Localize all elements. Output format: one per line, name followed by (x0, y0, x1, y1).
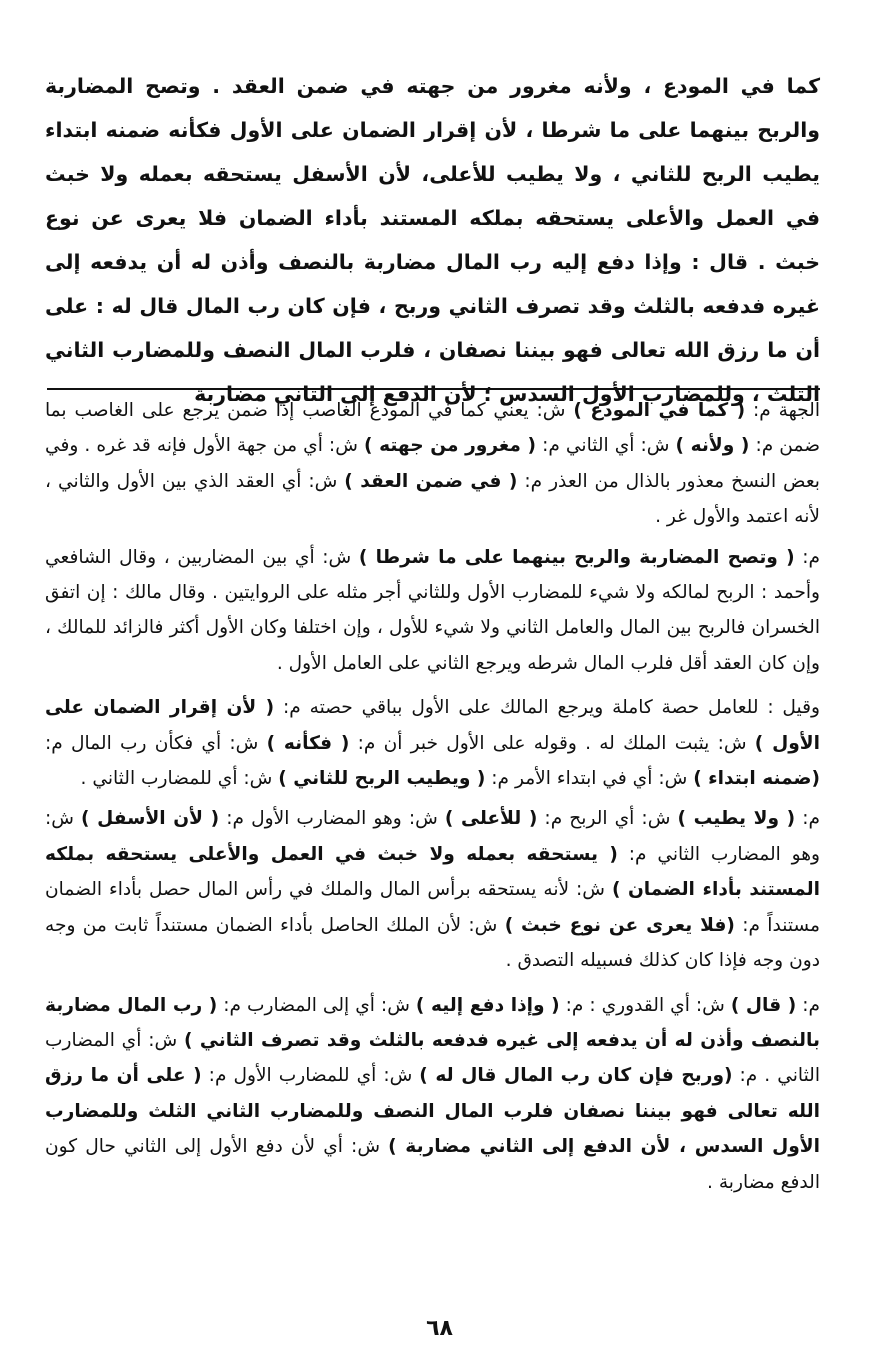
commentary-text: ش: لأن الملك الحاصل بأداء الضمان مستنداً ثابت من وجه دون وجه فإذا كان كذلك فسبيله التصدق . (45, 914, 820, 972)
matn-quote: ( ولأنه ) (675, 435, 750, 457)
commentary-paragraph (45, 988, 820, 1200)
commentary-text: ش: أي بين المضاربين ، وقال الشافعي وأحمد : الربح لمالكه ولا شيء للمضارب الأول وللثاني أجر مثله على الروايتين . وقال مالك : إن اتفق الخسران فالربح بين المال والعامل الثاني ولا شيء للأول ، وإن اختلفا وكان الأول أكثر فالزائد للمالك ، وإن كان العقد أقل فلرب المال شرطه ويرجع الثاني على العامل الأول . (45, 546, 820, 674)
commentary-text: وقيل : للعامل حصة كاملة ويرجع المالك على الأول بباقي حصته م: (274, 697, 820, 719)
commentary-text: ش: أي للمضارب الثاني . (80, 768, 279, 790)
commentary-text: م: (796, 994, 820, 1016)
matn-quote: ( ويطيب الربح للثاني ) (278, 768, 486, 790)
commentary-text: ش: يثبت الملك له . وقوله على الأول خبر أن م: (349, 732, 755, 754)
matn-quote: ( للأعلى ) (444, 808, 538, 830)
matn-quote: ( على أن ما رزق الله تعالى فهو بيننا نصفان فلرب المال النصف وللمضارب الثاني الثلث وللمضارب الأول السدس ، لأن الدفع إلى الثاني مضاربة ) (45, 1065, 820, 1158)
commentary-paragraph (45, 690, 820, 796)
commentary-text: ش: أي العقد الذي بين الأول والثاني ، لأنه اعتمد والأول غر . (45, 470, 820, 528)
separator-line (47, 388, 820, 390)
commentary-text: ش: أي إلى المضارب م: (217, 994, 416, 1016)
commentary-text: ش: أي فكأن رب المال م: (45, 732, 267, 754)
commentary-text: ش: أي للمضارب الأول م: (201, 1065, 420, 1087)
main-paragraph: كما في المودع ، ولأنه مغرور من جهته في ضمن العقد . وتصح المضاربة والربح بينهما على ما شرطا ، لأن إقرار الضمان على الأول فكأنه ضمنه ابتداء يطيب الربح للثاني ، ولا يطيب للأعلى، لأن الأسفل يستحقه بعمله ولا خبث في العمل والأعلى يستحقه بملكه المستند بأداء الضمان فلا يعرى عن نوع خبث . قال : وإذا دفع إليه رب المال مضاربة بالنصف وأذن له أن يدفعه إلى غيره فدفعه بالثلث وقد تصرف الثاني وربح ، فإن كان رب المال قال له : على أن ما رزق الله تعالى فهو بيننا نصفان ، فلرب المال النصف وللمضارب الثاني الثلث ، وللمضارب الأول السدس ؛ لأن الدفع إلى الثاني مضاربة (45, 74, 820, 406)
commentary-text: ش: أي لأن دفع الأول إلى الثاني حال كون الدفع مضاربة . (45, 1136, 820, 1193)
matn-quote: ( فكأنه ) (266, 732, 350, 754)
commentary-text: ش: أي في ابتداء الأمر م: (485, 768, 694, 790)
matn-quote: ( كما في المودع ) (573, 400, 746, 421)
matn-quote: ( في ضمن العقد ) (344, 470, 518, 492)
matn-quote: ( لأن إقرار الضمان على الأول ) (45, 697, 820, 754)
page-number: ٦٨ (426, 1316, 453, 1341)
matn-quote: ( لأن الأسفل ) (81, 808, 220, 830)
matn-quote: ( وإذا دفع إليه ) (415, 994, 560, 1016)
matn-quote: ( ولا يطيب ) (677, 808, 796, 830)
commentary-text: ش: أي من جهة الأول فإنه قد غره . وفي بعض النسخ معذور بالذال من العذر م: (45, 435, 820, 492)
commentary-text: ش: وهو المضارب الأول م: (219, 808, 445, 830)
commentary-paragraph (45, 393, 820, 535)
matn-quote: (فلا يعرى عن نوع خبث ) (504, 914, 735, 936)
matn-quote: (وربح فإن كان رب المال قال له ) (419, 1065, 733, 1087)
commentary-text: الجهة م: (745, 400, 820, 421)
matn-quote: ( رب المال مضاربة بالنصف وأذن له أن يدفعه إلى غيره فدفعه بالثلث وقد تصرف الثاني ) (45, 994, 820, 1051)
commentary-block (45, 393, 820, 1209)
main-text-block (45, 64, 820, 416)
commentary-paragraph (45, 540, 820, 682)
matn-quote: ( وتصح المضاربة والربح بينهما على ما شرطا ) (358, 546, 795, 568)
commentary-text: ش: أي الربح م: (537, 808, 678, 830)
commentary-paragraph (45, 801, 820, 978)
commentary-text: ش: أي المضارب الثاني . م: (45, 1029, 821, 1087)
commentary-text: م: (795, 808, 821, 830)
commentary-text: ش: لأنه يستحقه برأس المال والملك في رأس المال حصل بأداء الضمان مستنداً م: (45, 879, 820, 936)
commentary-text: م: (794, 546, 820, 568)
matn-quote: ( مغرور من جهته ) (363, 435, 537, 457)
matn-quote: (ضمنه ابتداء ) (693, 768, 820, 790)
matn-quote: ( يستحقه بعمله ولا خبث في العمل والأعلى يستحقه بملكه المستند بأداء الضمان ) (45, 843, 820, 901)
commentary-text: ش: يعني كما في المودع الغاصب إذا ضمن يرجع على الغاصب بما ضمن م: (45, 400, 820, 457)
commentary-text: ش: أي الثاني م: (536, 435, 676, 457)
commentary-text: ش: وهو المضارب الثاني م: (45, 808, 820, 865)
commentary-text: ش: أي القدوري : م: (559, 994, 731, 1016)
matn-quote: ( قال ) (730, 994, 797, 1016)
